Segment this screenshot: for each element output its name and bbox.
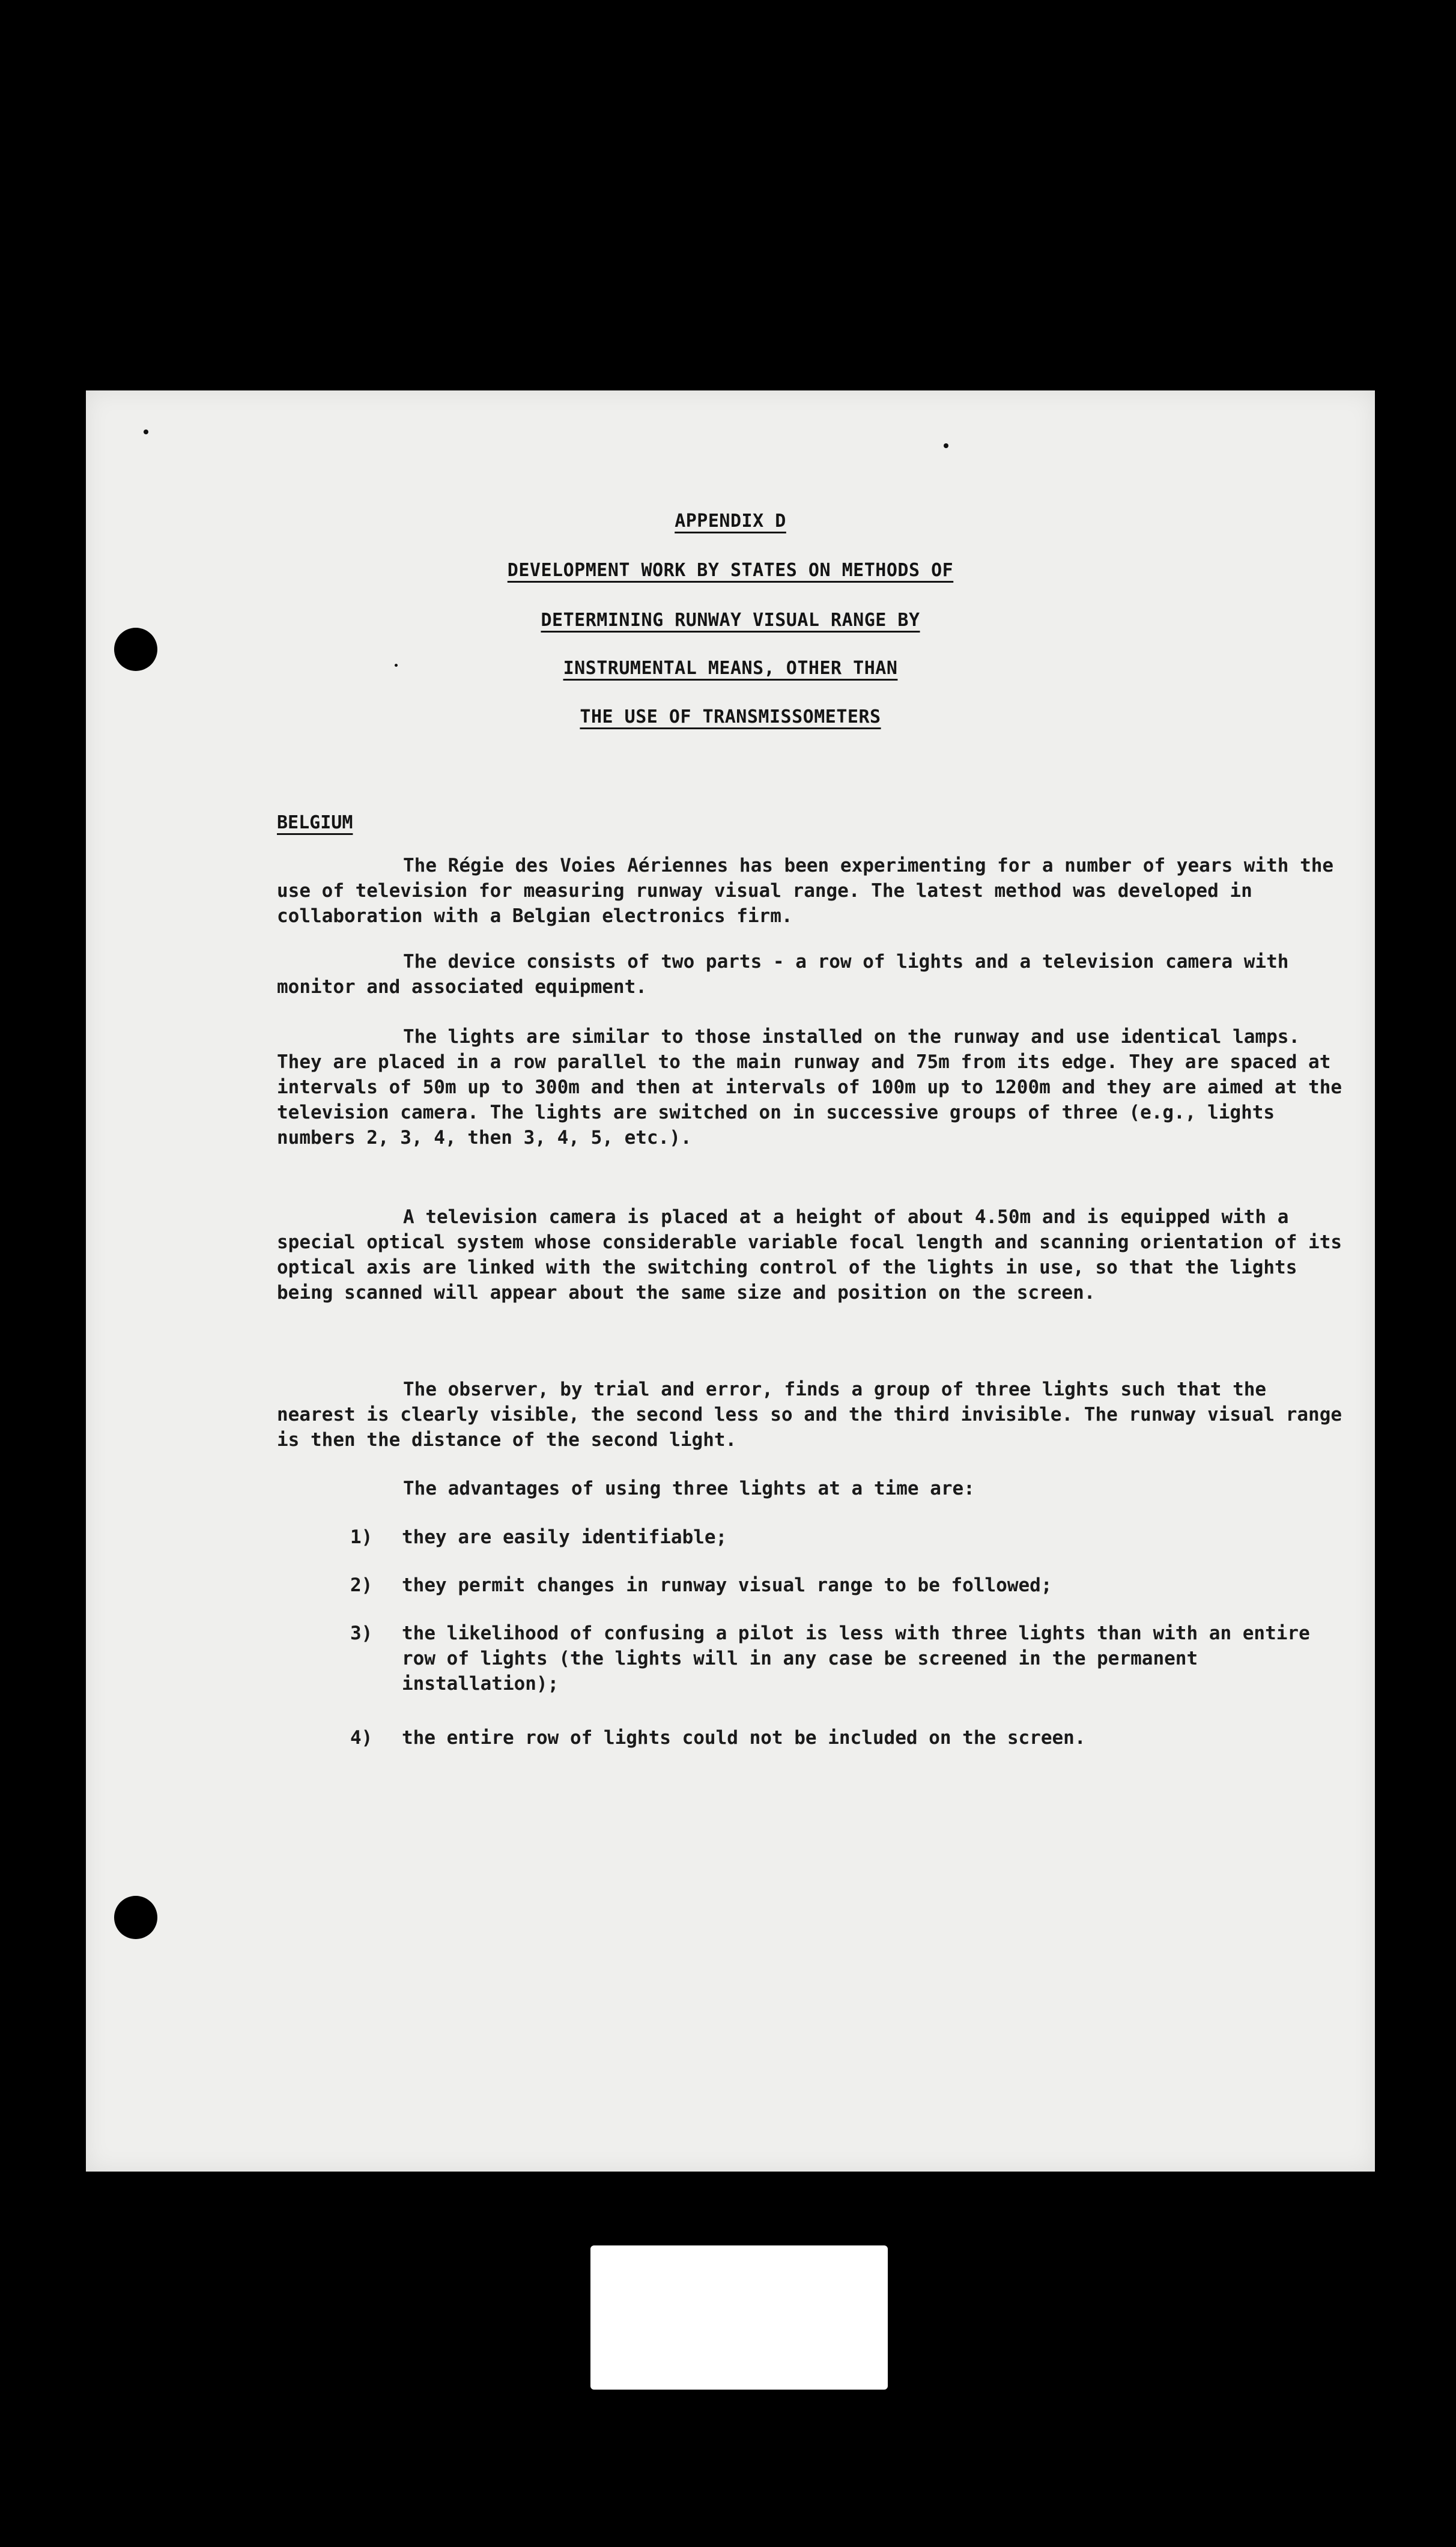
paragraph-5: The observer, by trial and error, finds a group of three lights such that the nearest is clearly visible, the second less so and the third invisible. The runway visual range is then the distance of the second light. — [277, 1379, 1342, 1451]
title-line-2: DETERMINING RUNWAY VISUAL RANGE BY — [541, 610, 920, 631]
advantage-item-4 — [350, 1725, 1347, 1750]
paragraph-4: A television camera is placed at a height of about 4.50m and is equipped with a special optical system whose considerable variable focal length and scanning orientation of its optical axis are linked with the switching control of the lights in use, so that the lights being scanned will appear about the same size and position on the screen. — [277, 1206, 1342, 1304]
list-text: the entire row of lights could not be included on the screen. — [402, 1727, 1086, 1749]
paragraph-1: The Régie des Voies Aériennes has been experimenting for a number of years with the use of television for measuring runway visual range. The latest method was developed in collaboration with a Belgian electronics firm. — [277, 855, 1334, 927]
punch-hole-bottom — [114, 1896, 157, 1939]
list-text: they are easily identifiable; — [402, 1526, 727, 1548]
paragraph-3: The lights are similar to those installed on the runway and use identical lamps. They are placed in a row parallel to the main runway and 75m from its edge. They are spaced at intervals of 50m up to 300m and then at intervals of 100m up to 1200m and they are aimed at the television camera. The lights are switched on in successive groups of three (e.g., lights numbers 2, 3, 4, then 3, 4, 5, etc.). — [277, 1026, 1342, 1149]
document-page — [86, 390, 1375, 2172]
advantage-item-2 — [350, 1573, 1347, 1598]
list-number: 4) — [350, 1727, 373, 1749]
section-heading-belgium: BELGIUM — [277, 812, 353, 833]
list-text: the likelihood of confusing a pilot is less with three lights than with an entire row of lights (the lights will in any case be screened in the permanent installation); — [402, 1623, 1310, 1695]
title-line-4: THE USE OF TRANSMISSOMETERS — [580, 706, 881, 727]
list-number: 3) — [350, 1623, 373, 1644]
advantage-item-3 — [350, 1621, 1347, 1696]
advantage-item-1 — [350, 1525, 1347, 1550]
blank-label-card — [590, 2245, 888, 2390]
paragraph-6: The advantages of using three lights at a time are: — [403, 1478, 975, 1499]
title-line-1: DEVELOPMENT WORK BY STATES ON METHODS OF — [507, 560, 954, 581]
list-number: 2) — [350, 1574, 373, 1596]
speck — [944, 443, 948, 448]
title-line-3: INSTRUMENTAL MEANS, OTHER THAN — [563, 658, 898, 679]
paragraph-2: The device consists of two parts - a row of lights and a television camera with monitor and associated equipment. — [277, 951, 1289, 998]
speck — [144, 430, 148, 434]
list-number: 1) — [350, 1526, 373, 1548]
list-text: they permit changes in runway visual range to be followed; — [402, 1574, 1052, 1596]
appendix-heading: APPENDIX D — [675, 511, 786, 532]
